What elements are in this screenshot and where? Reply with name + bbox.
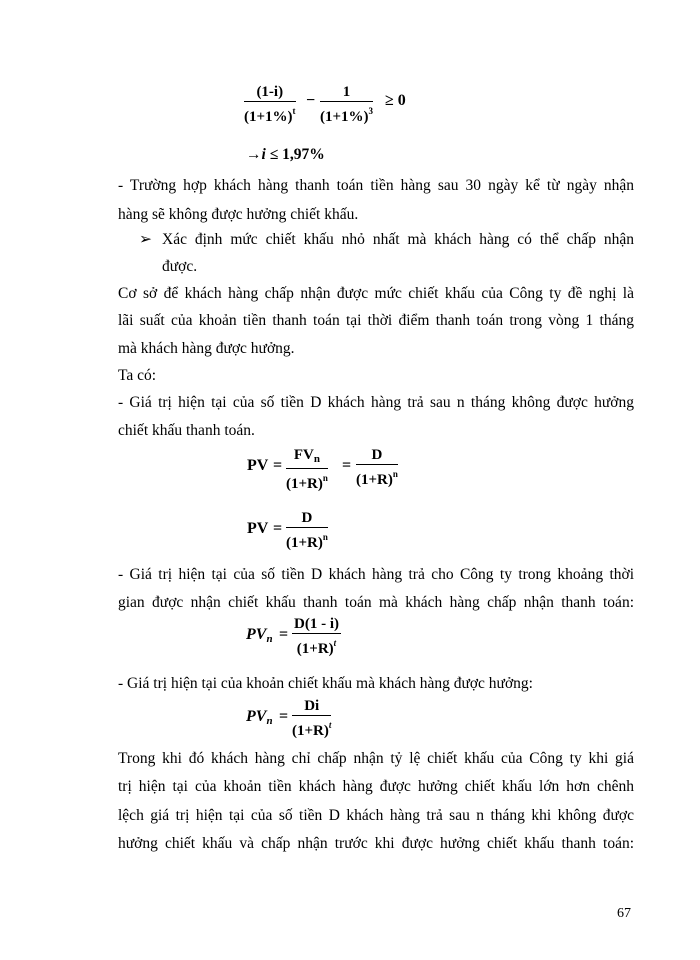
fraction-2 [356, 447, 398, 488]
equals-sign: = [273, 520, 283, 537]
pvn-label: $PV_n$ [246, 708, 273, 727]
denominator: $(1+R)^n$ [356, 469, 398, 488]
pvn-label: $PV_n$ [246, 626, 273, 645]
paragraph-line: gian được nhận chiết khấu thanh toán mà khách hàng chấp nhận thanh toán: [118, 594, 634, 611]
paragraph-line: Cơ sở để khách hàng chấp nhận được mức chiết khấu của Công ty đề nghị là [118, 285, 634, 302]
fraction-2 [320, 84, 373, 125]
denominator: $(1+1\%)^3$ [320, 106, 374, 125]
result-line: →i ≤ 1,97% [246, 146, 325, 163]
paragraph-line: hưởng chiết khấu và chấp nhận trước khi được hưởng chiết khấu thanh toán: [118, 835, 634, 852]
fraction [292, 616, 341, 657]
paragraph-line: lãi suất của khoản tiền thanh toán tại thời điểm thanh toán trong vòng 1 tháng [118, 312, 634, 329]
numerator: 1 [342, 84, 351, 100]
equals-sign: = [273, 457, 283, 474]
fraction-1 [244, 84, 296, 125]
paragraph-line: Ta có: [118, 367, 157, 384]
paragraph-line: - Giá trị hiện tại của số tiền D khách hàng trả sau n tháng không được hưởng [118, 394, 634, 411]
denominator: $(1+R)^t$ [296, 638, 337, 657]
numerator: (1-i) [256, 84, 284, 100]
paragraph-line: trị hiện tại của khoản tiền khách hàng được hưởng chiết khấu lớn hơn chênh [118, 778, 634, 795]
equals-sign: = [279, 708, 289, 725]
denominator: $(1+1\%)^t$ [244, 106, 296, 125]
paragraph-line: Trong khi đó khách hàng chỉ chấp nhận tỷ lệ chiết khấu của Công ty khi giá [118, 750, 634, 767]
relation: ≥ 0 [385, 92, 406, 109]
bullet-line: Xác định mức chiết khấu nhỏ nhất mà khách hàng có thể chấp nhận [162, 231, 634, 248]
fraction [286, 510, 328, 551]
fraction-1 [286, 447, 328, 492]
denominator: $(1+R)^n$ [286, 473, 328, 492]
bullet-line: được. [162, 258, 198, 275]
bullet-arrow-icon: ➢ [139, 231, 152, 248]
page-number: 67 [617, 906, 631, 921]
denominator: $(1+R)^n$ [286, 532, 328, 551]
numerator: D [371, 447, 383, 463]
numerator: D [301, 510, 313, 526]
paragraph-line: - Trường hợp khách hàng thanh toán tiền hàng sau 30 ngày kể từ ngày nhận [118, 177, 634, 194]
minus-sign: − [306, 92, 316, 109]
paragraph-line: hàng sẽ không được hưởng chiết khấu. [118, 206, 359, 223]
paragraph-line: lệch giá trị hiện tại của số tiền D khách hàng trả sau n tháng khi không được [118, 807, 634, 824]
paragraph-line: - Giá trị hiện tại của số tiền D khách hàng trả cho Công ty trong khoảng thời [118, 566, 634, 583]
numerator: D(1 - i) [294, 616, 339, 632]
paragraph-line: mà khách hàng được hưởng. [118, 340, 295, 357]
fraction [292, 698, 331, 739]
equals-sign: = [342, 457, 352, 474]
pv-label: PV [247, 457, 269, 474]
numerator: $FV_n$ [293, 447, 320, 465]
denominator: $(1+R)^t$ [292, 720, 332, 739]
equals-sign: = [279, 626, 289, 643]
paragraph-line: - Giá trị hiện tại của khoản chiết khấu mà khách hàng được hưởng: [118, 675, 533, 692]
numerator: Di [304, 698, 320, 714]
pv-label: PV [247, 520, 269, 537]
paragraph-line: chiết khấu thanh toán. [118, 422, 255, 439]
